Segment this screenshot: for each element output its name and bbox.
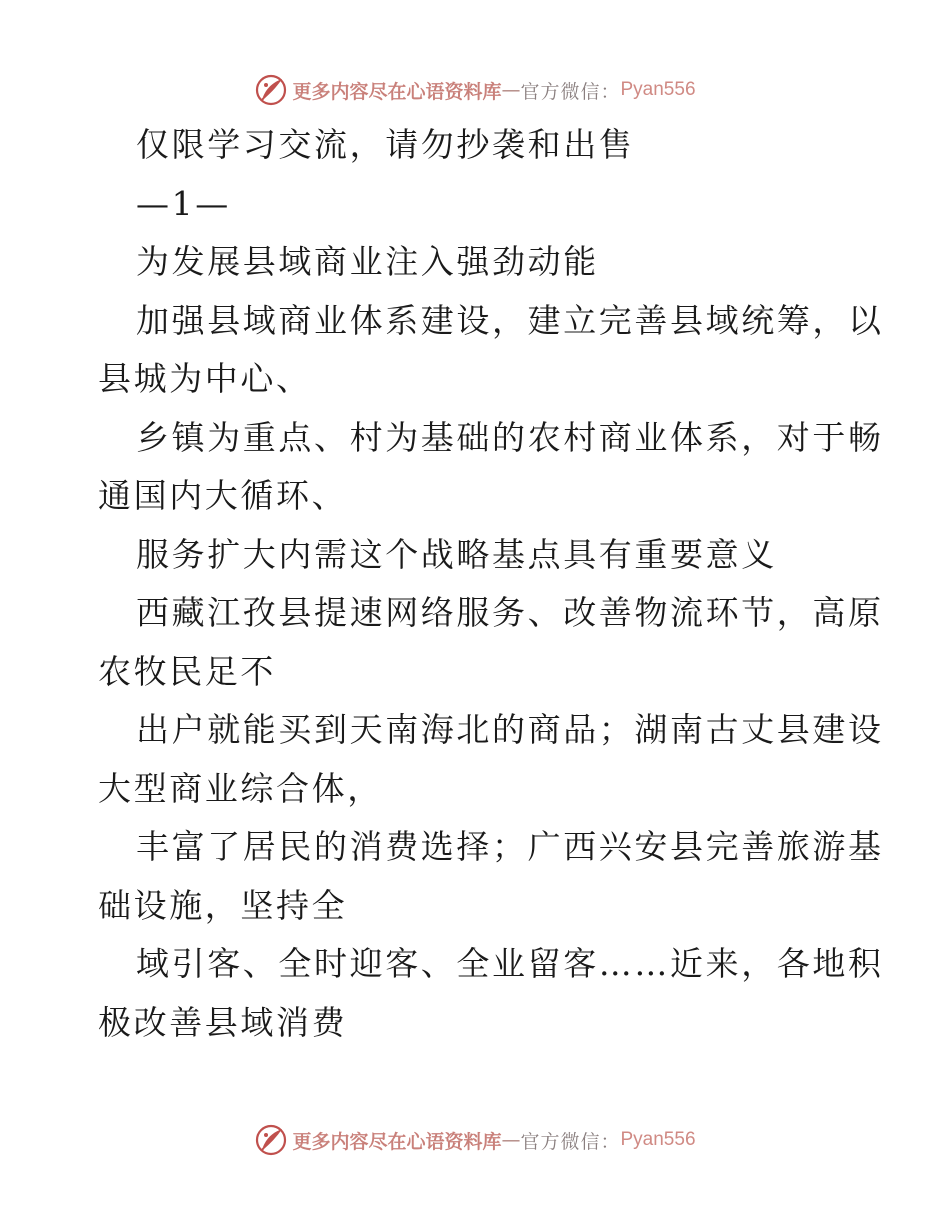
banner-separator: — <box>501 1129 521 1151</box>
banner-wechat-label: 官方微信： <box>520 1130 621 1153</box>
paragraph-line: 础设施，坚持全 <box>98 885 348 925</box>
banner-wechat-id: Pyan556 <box>620 1129 696 1150</box>
quill-pen-logo-icon <box>254 73 288 107</box>
paragraph-line: 县城为中心、 <box>98 359 312 398</box>
banner-main-text: 更多内容尽在心语资料库 <box>292 80 502 103</box>
notice-line: 仅限学习交流，请勿抄袭和出售 <box>136 125 635 164</box>
paragraph-line: 出户就能买到天南海北的商品；湖南古丈县建设 <box>136 710 884 749</box>
paragraph-line: 农牧民足不 <box>98 651 276 691</box>
paragraph-line: 乡镇为重点、村为基础的农村商业体系，对于畅 <box>136 417 884 457</box>
banner-separator: — <box>501 79 521 101</box>
paragraph-line: 西藏江孜县提速网络服务、改善物流环节，高原 <box>136 593 884 632</box>
banner-wechat-label: 官方微信： <box>520 80 621 103</box>
paragraph-line: 服务扩大内需这个战略基点具有重要意义 <box>136 534 777 574</box>
footer-banner <box>0 1120 950 1160</box>
header-banner <box>0 70 950 110</box>
document-body <box>98 116 884 1052</box>
paragraph-line: 域引客、全时迎客、全业留客……近来，各地积 <box>136 944 884 983</box>
quill-pen-logo-icon <box>254 1123 288 1157</box>
page-number: —1— <box>136 183 231 223</box>
paragraph-line: 大型商业综合体， <box>98 768 383 808</box>
paragraph-line: 极改善县域消费 <box>98 1002 348 1042</box>
banner-main-text: 更多内容尽在心语资料库 <box>292 1130 502 1153</box>
paragraph-line: 通国内大循环、 <box>98 476 348 515</box>
banner-wechat-id: Pyan556 <box>620 79 696 100</box>
paragraph-line: 加强县域商业体系建设，建立完善县域统筹，以 <box>136 300 884 340</box>
paragraph-line: 丰富了居民的消费选择；广西兴安县完善旅游基 <box>136 827 884 866</box>
article-title: 为发展县域商业注入强劲动能 <box>136 242 599 281</box>
